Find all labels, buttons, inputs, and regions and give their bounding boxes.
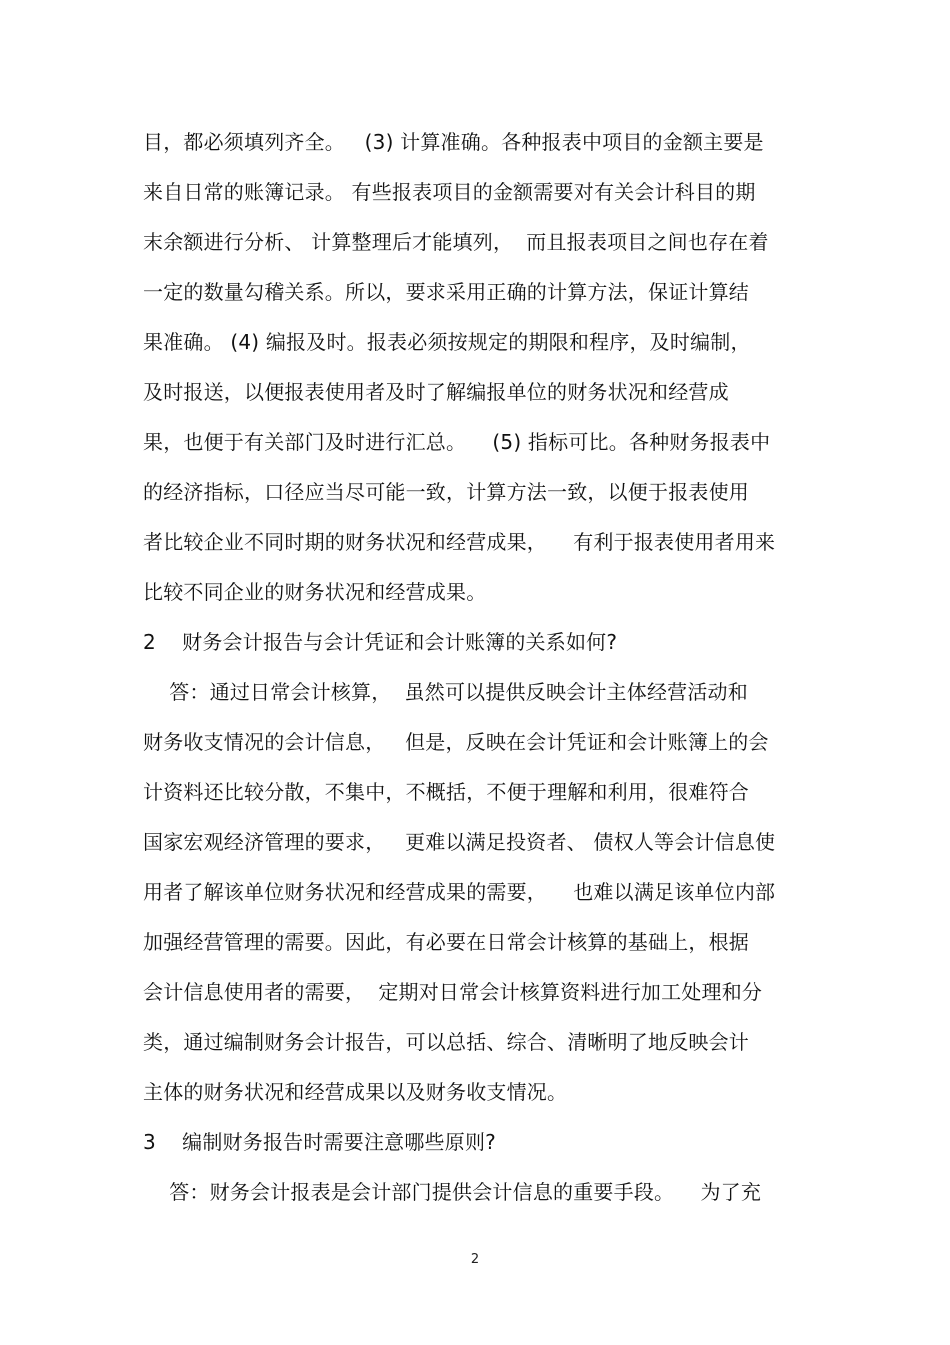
text-line: 果准确。 (4) 编报及时。报表必须按规定的期限和程序，及时编制， [143, 330, 751, 354]
text-line: 计资料还比较分散，不集中，不概括，不便于理解和利用，很难符合 [143, 780, 749, 804]
question-heading: 3 编制财务报告时需要注意哪些原则? [143, 1130, 496, 1154]
text-line: 加强经营管理的需要。因此，有必要在日常会计核算的基础上，根据 [143, 930, 749, 954]
text-line: 比较不同企业的财务状况和经营成果。 [143, 580, 487, 604]
text-line: 类，通过编制财务会计报告，可以总括、综合、清晰明了地反映会计 [143, 1030, 749, 1054]
text-line: 主体的财务状况和经营成果以及财务收支情况。 [143, 1080, 568, 1104]
text-line: 财务收支情况的会计信息， 但是，反映在会计凭证和会计账簿上的会 [143, 730, 769, 754]
text-line: 一定的数量勾稽关系。所以，要求采用正确的计算方法，保证计算结 [143, 280, 749, 304]
text-line: 及时报送，以便报表使用者及时了解编报单位的财务状况和经营成 [143, 380, 729, 404]
text-line: 目，都必须填列齐全。 (3) 计算准确。各种报表中项目的金额主要是 [143, 130, 764, 154]
text-line: 果，也便于有关部门及时进行汇总。 (5) 指标可比。各种财务报表中 [143, 430, 771, 454]
page-number: 2 [470, 1252, 480, 1267]
answer-line: 答：通过日常会计核算， 虽然可以提供反映会计主体经营活动和 [143, 680, 748, 704]
text-line: 用者了解该单位财务状况和经营成果的需要， 也难以满足该单位内部 [143, 880, 776, 904]
answer-line: 答：财务会计报表是会计部门提供会计信息的重要手段。 为了充 [143, 1180, 762, 1204]
text-line: 会计信息使用者的需要， 定期对日常会计核算资料进行加工处理和分 [143, 980, 763, 1004]
text-line: 来自日常的账簿记录。 有些报表项目的金额需要对有关会计科目的期 [143, 180, 756, 204]
text-line: 国家宏观经济管理的要求， 更难以满足投资者、 债权人等会计信息使 [143, 830, 776, 854]
text-line: 者比较企业不同时期的财务状况和经营成果， 有利于报表使用者用来 [143, 530, 776, 554]
text-line: 的经济指标，口径应当尽可能一致，计算方法一致，以便于报表使用 [143, 480, 749, 504]
text-line: 末余额进行分析、 计算整理后才能填列， 而且报表项目之间也存在着 [143, 230, 769, 254]
question-heading: 2 财务会计报告与会计凭证和会计账簿的关系如何? [143, 630, 618, 654]
